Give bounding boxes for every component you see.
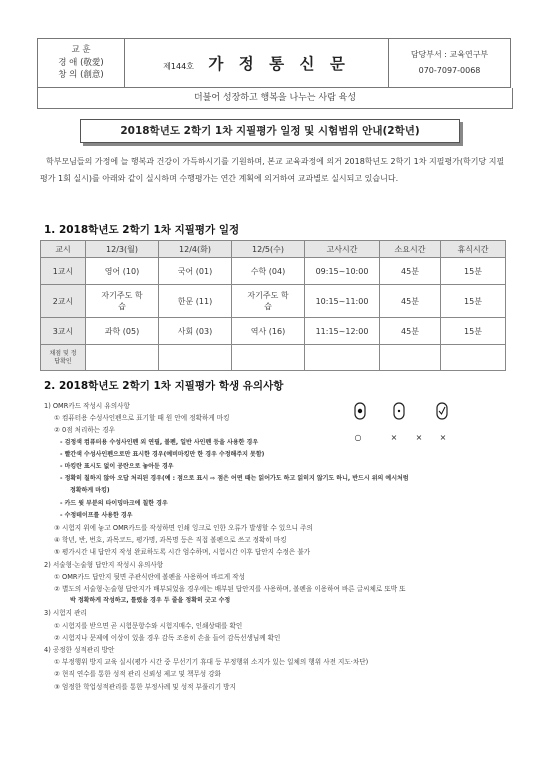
table-cell xyxy=(441,345,506,371)
document-title: 2018학년도 2학기 1차 지필평가 일정 및 시험범위 안내(2학년) xyxy=(80,119,460,143)
note-item: ① 부정행위 방지 교육 실시(평가 시간 중 무선기기 휴대 등 부정행위 소지가 있는 일체의 행위 사전 지도·차단) xyxy=(54,658,369,667)
table-cell: 15분 xyxy=(441,258,506,285)
note-item: - 빨간색 수성사인펜으로만 표시한 경우(예비마킹만 한 경우 수정해주지 못함) xyxy=(60,450,265,458)
table-cell: 국어 (01) xyxy=(159,258,232,285)
motto-line: 창 의 (創意) xyxy=(58,70,104,81)
dept-cell xyxy=(389,39,511,88)
section2-heading: 2. 2018학년도 2학기 1차 지필평가 학생 유의사항 xyxy=(44,380,284,392)
note-item: ① 컴퓨터용 수성사인펜으로 표기할 때 원 안에 정확하게 마킹 xyxy=(54,414,230,423)
note-item: 3) 시험지 관리 xyxy=(44,609,87,618)
omr-wrong-symbol: × xyxy=(390,433,398,442)
table-cell: 3교시 xyxy=(41,318,86,345)
exam-schedule-table xyxy=(40,240,506,371)
column-header: 고사시간 xyxy=(305,241,380,258)
column-header: 12/5(수) xyxy=(232,241,305,258)
issue-number: 제144호 xyxy=(163,62,194,71)
table-cell: 11:15~12:00 xyxy=(305,318,380,345)
motto-cell xyxy=(38,39,125,88)
note-item: ① OMR카드 답안지 뒷면 주관식란에 볼펜을 사용하여 바르게 작성 xyxy=(54,572,246,581)
column-header: 12/3(월) xyxy=(86,241,159,258)
note-item: ① 시험지를 받으면 곧 시험문항수와 시험지매수, 인쇄상태를 확인 xyxy=(54,621,243,630)
table-cell: 45분 xyxy=(380,258,441,285)
note-item: ③ 엄정한 학업성적관리를 통한 부정사례 및 성적 부풀리기 방지 xyxy=(54,682,236,691)
table-header-row xyxy=(41,241,506,258)
note-item: ② 별도의 서술형·논술형 답안지가 배부되었을 경우에는 배부된 답안지를 사용하며, 볼펜을 이용하여 바른 글씨체로 또박 또 xyxy=(54,585,406,594)
table-cell: 자기주도 학습 xyxy=(86,285,159,318)
column-header: 소요시간 xyxy=(380,241,441,258)
note-item: 박 정확하게 작성하고, 틀렸을 경우 두 줄을 정확히 긋고 수정 xyxy=(70,597,231,605)
table-row xyxy=(41,345,506,371)
intro-paragraph: 학부모님들의 가정에 늘 행복과 건강이 가득하시기를 기원하며, 본교 교육과정에 의거 2018학년도 2학기 1차 지필평가(학기당 지필평가 1회 실시)를 아래와 같이 실시하며 수행평가는 연간 계획에 의거하여 교과별로 실시되고 있습니다. xyxy=(40,157,505,183)
note-item: ② 0점 처리하는 경우 xyxy=(54,426,115,435)
omr-correct-symbol: ○ xyxy=(354,433,362,442)
column-header: 휴식시간 xyxy=(441,241,506,258)
table-cell: 영어 (10) xyxy=(86,258,159,285)
table-cell: 1교시 xyxy=(41,258,86,285)
notes-list xyxy=(40,400,510,693)
note-item: - 수정테이프를 사용한 경우 xyxy=(60,511,133,519)
note-item: ③ 시험지 위에 놓고 OMR카드를 작성하면 인쇄 잉크로 인한 오류가 발생할 수 있으니 주의 xyxy=(54,524,313,533)
table-cell: 채점 및 정답확인 xyxy=(41,345,86,371)
table-row xyxy=(41,258,506,285)
motto-line: 경 애 (敬愛) xyxy=(58,57,104,68)
note-item: 1) OMR카드 작성시 유의사항 xyxy=(44,402,130,410)
table-cell: 2교시 xyxy=(41,285,86,318)
table-cell: 15분 xyxy=(441,318,506,345)
section1-heading: 1. 2018학년도 2학기 1차 지필평가 일정 xyxy=(44,224,240,236)
table-cell: 45분 xyxy=(380,318,441,345)
table-cell: 수학 (04) xyxy=(232,258,305,285)
table-cell: 자기주도 학습 xyxy=(232,285,305,318)
dept-phone: 070-7097-0068 xyxy=(418,66,481,75)
table-cell xyxy=(305,345,380,371)
note-item: - 정확히 칠하지 않아 오답 처리된 경우(예 : 점으로 표시 ⇨ 점은 어떤 때는 읽어가도 하고 읽히지 않기도 하니, 반드시 위의 예시처럼 xyxy=(60,475,409,483)
table-cell: 역사 (16) xyxy=(232,318,305,345)
newsletter-title: 가 정 통 신 문 xyxy=(208,55,350,73)
note-item: 정확하게 마킹) xyxy=(70,487,110,495)
school-slogan: 더불어 성장하고 행복을 나누는 사람 육성 xyxy=(37,88,513,109)
dept-name: 담당부서 : 교육연구부 xyxy=(410,50,489,59)
table-row xyxy=(41,318,506,345)
table-cell: 45분 xyxy=(380,285,441,318)
note-item: - 검정색 컴퓨터용 수성사인펜 외 연필, 볼펜, 일반 사인펜 등을 사용한 경우 xyxy=(60,438,259,446)
table-cell: 사회 (03) xyxy=(159,318,232,345)
table-cell xyxy=(159,345,232,371)
note-item: ② 시험지나 문제에 이상이 있을 경우 감독 조용히 손을 들어 감독선생님께 확인 xyxy=(54,633,281,642)
omr-wrong-symbol: × xyxy=(439,433,447,442)
column-header: 12/4(화) xyxy=(159,241,232,258)
note-item: ⑤ 평가시간 내 답안지 작성 완료하도록 시간 엄수하며, 시험시간 이후 답안지 수정은 불가 xyxy=(54,548,311,557)
note-item: - 마킹란 표시도 없이 공란으로 놓아둔 경우 xyxy=(60,463,174,471)
table-cell: 과학 (05) xyxy=(86,318,159,345)
table-cell: 한문 (11) xyxy=(159,285,232,318)
note-item: - 카드 윗 부분의 타이밍마크에 칠한 경우 xyxy=(60,499,168,507)
note-item: ④ 학년, 반, 번호, 과목코드, 평가명, 과목명 등은 직접 볼펜으로 쓰고 정확히 마킹 xyxy=(54,536,287,545)
table-cell: 09:15~10:00 xyxy=(305,258,380,285)
note-item: 4) 공정한 성적관리 방안 xyxy=(44,646,115,655)
note-item: 2) 서술형·논술형 답안지 작성시 유의사항 xyxy=(44,560,164,569)
table-cell xyxy=(380,345,441,371)
title-cell xyxy=(125,39,389,88)
motto-line: 교 훈 xyxy=(71,45,91,56)
column-header: 교시 xyxy=(41,241,86,258)
header-table xyxy=(37,38,511,88)
table-row xyxy=(41,285,506,318)
omr-wrong-symbol: × xyxy=(415,433,423,442)
table-cell: 10:15~11:00 xyxy=(305,285,380,318)
table-cell: 15분 xyxy=(441,285,506,318)
table-cell xyxy=(86,345,159,371)
note-item: ② 현직 연수를 통한 성적 관리 신뢰성 제고 및 책무성 강화 xyxy=(54,670,222,679)
table-cell xyxy=(232,345,305,371)
